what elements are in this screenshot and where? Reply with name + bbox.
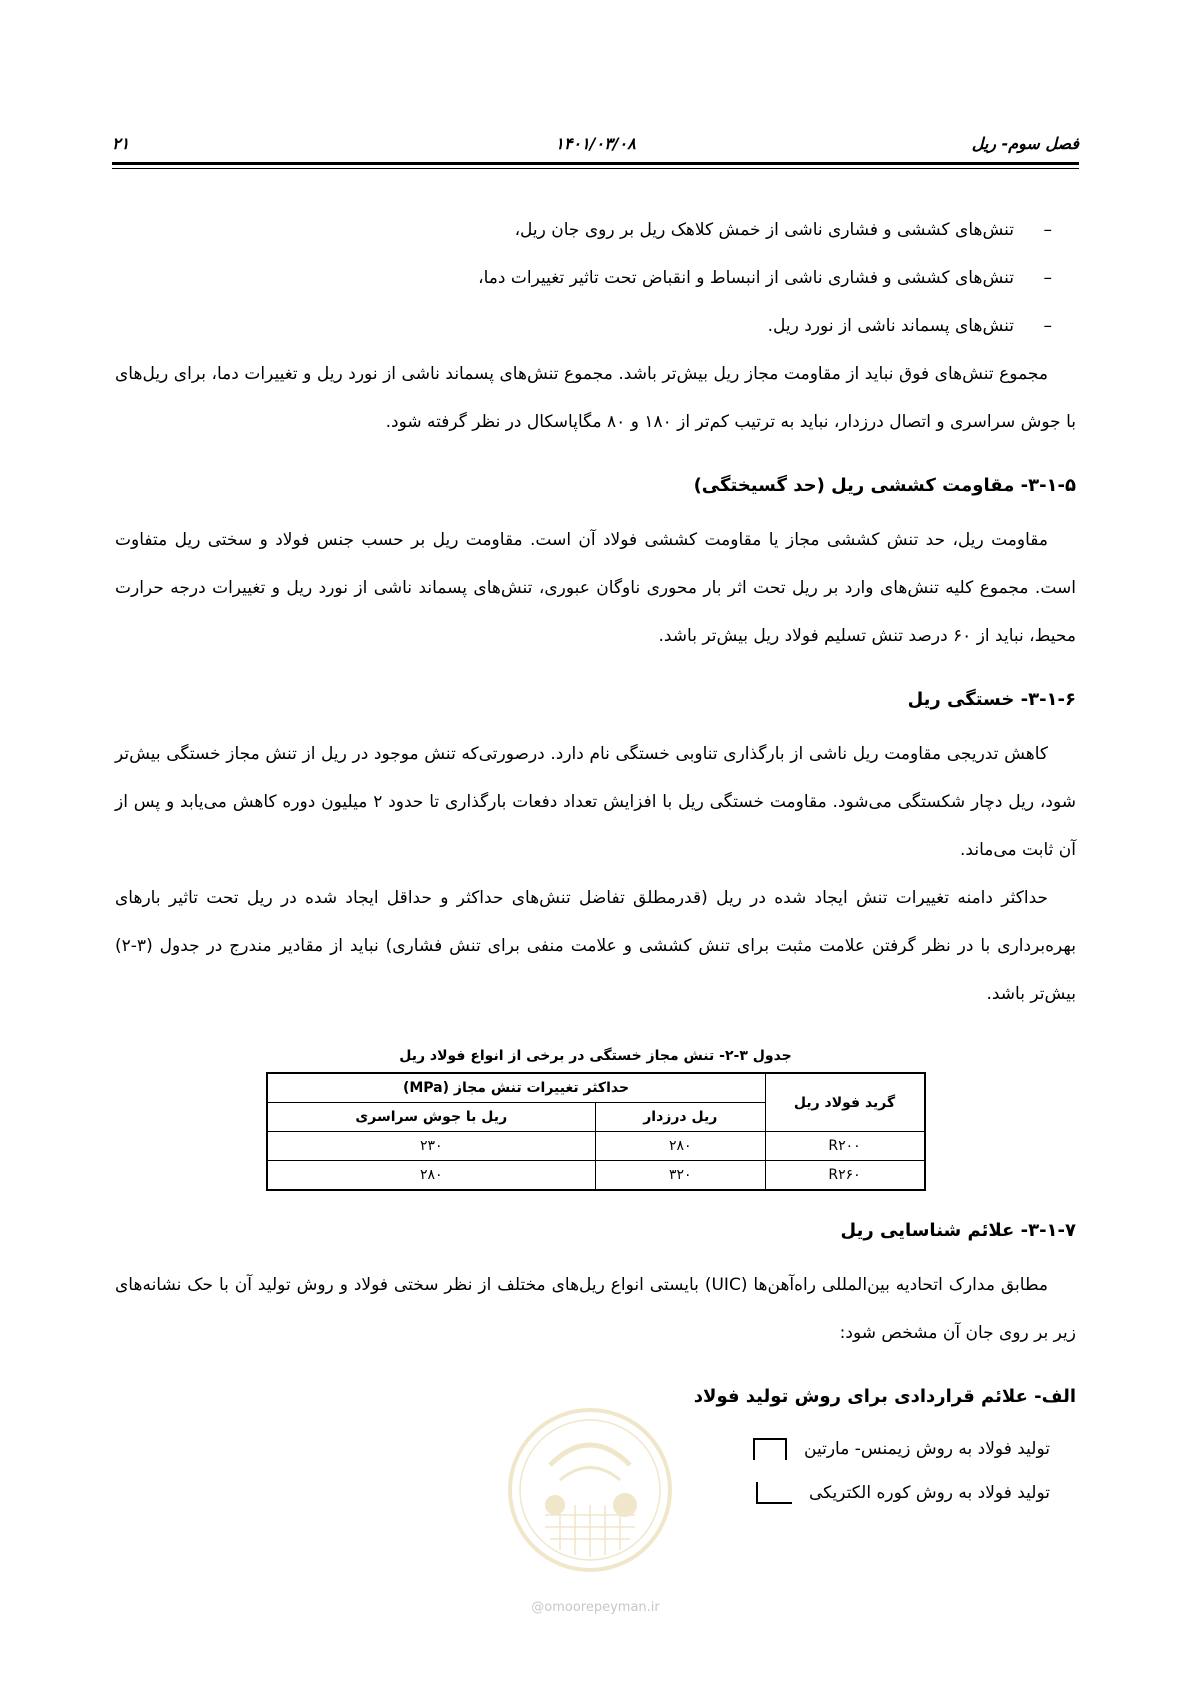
dash-marker: – [1043, 220, 1052, 240]
mark-open-bottom-icon [756, 1482, 792, 1504]
column-header: ریل درزدار [596, 1103, 765, 1132]
paragraph: مجموع تنش‌های فوق نباید از مقاومت مجاز ریل بیش‌تر باشد. مجموع تنش‌های پسماند ناشی از نورد ریل و تغییرات دما، برای ریل‌های با جوش سراسری و اتصال درزدار، نباید به ترتیب کم‌تر از ۱۸۰ و ۸۰ مگاپاسکال در نظر گرفته شود. [115, 364, 1076, 432]
header-rule-thin [112, 168, 1079, 169]
watermark-logo-icon [505, 1405, 675, 1575]
list-item: تولید فولاد به روش زیمنس- مارتین [115, 1427, 1076, 1471]
column-group-header: حداکثر تغییرات تنش مجاز (MPa) [267, 1073, 766, 1103]
table-cell: R۲۰۰ [765, 1132, 925, 1161]
column-header: ریل با جوش سراسری [267, 1103, 596, 1132]
table-cell: ۲۳۰ [267, 1132, 596, 1161]
table-row [267, 1161, 925, 1191]
section-heading: ۳-۱-۶- خستگی ریل [907, 689, 1076, 710]
table-container [115, 1046, 1076, 1191]
paragraph: مطابق مدارک اتحادیه بین‌المللی راه‌آهن‌ها (UIC) بایستی انواع ریل‌های مختلف از نظر سختی فولاد و روش تولید آن با حک نشانه‌های زیر بر روی جان آن مشخص شود: [115, 1275, 1076, 1343]
paragraph: مقاومت ریل، حد تنش کششی مجاز یا مقاومت کششی فولاد آن است. مقاومت ریل بر حسب جنس فولاد و سختی ریل متفاوت است. مجموع کلیه تنش‌های وارد بر ریل تحت اثر بار محوری ناوگان عبوری، تنش‌های پسماند ناشی از نورد ریل و تغییرات درجه حرارت محیط، نباید از ۶۰ درصد تنش تسلیم فولاد ریل بیش‌تر باشد. [115, 530, 1076, 646]
table-cell: ۲۸۰ [267, 1161, 596, 1191]
table-cell: R۲۶۰ [765, 1161, 925, 1191]
fatigue-table [266, 1072, 926, 1191]
table-row [267, 1132, 925, 1161]
paragraph: حداکثر دامنه تغییرات تنش ایجاد شده در ریل (قدرمطلق تفاضل تنش‌های حداکثر و حداقل ایجاد شده در ریل تحت تاثیر بارهای بهره‌برداری با در نظر گرفتن علامت مثبت برای تنش کششی و علامت منفی برای تنش فشاری) نباید از مقادیر مندرج در جدول (۳-۲) بیش‌تر باشد. [115, 888, 1076, 1004]
dash-marker: – [1043, 268, 1052, 288]
list-item: تولید فولاد به روش کوره الکتریکی [115, 1471, 1076, 1515]
header-date: ۱۴۰۱/۰۳/۰۸ [555, 134, 636, 153]
table-caption: جدول ۳-۲- تنش مجاز خستگی در برخی از انواع فولاد ریل [399, 1048, 792, 1064]
watermark-url: @omoorepeyman.ir [531, 1600, 660, 1615]
table-cell: ۲۸۰ [596, 1132, 765, 1161]
list-item: –تنش‌های کششی و فشاری ناشی از انبساط و انقباض تحت تاثیر تغییرات دما، [115, 254, 1052, 302]
section-heading: ۳-۱-۵- مقاومت کششی ریل (حد گسیختگی) [693, 475, 1076, 496]
page-header [112, 128, 1079, 162]
column-header: گرید فولاد ریل [765, 1073, 925, 1132]
dash-marker: – [1043, 316, 1052, 336]
section-heading: ۳-۱-۷- علائم شناسایی ریل [840, 1220, 1076, 1241]
mark-open-top-icon [753, 1438, 787, 1460]
stress-list [115, 206, 1052, 350]
list-item: –تنش‌های پسماند ناشی از نورد ریل. [115, 302, 1052, 350]
table-cell: ۳۲۰ [596, 1161, 765, 1191]
page-number: ۲۱ [112, 134, 130, 153]
page-body [115, 206, 1076, 1515]
paragraph: کاهش تدریجی مقاومت ریل ناشی از بارگذاری تناوبی خستگی نام دارد. درصورتی‌که تنش موجود در ریل از تنش مجاز خستگی بیش‌تر شود، ریل دچار شکستگی می‌شود. مقاومت خستگی ریل با افزایش تعداد دفعات بارگذاری تا حدود ۲ میلیون دوره کاهش می‌یابد و پس از آن ثابت می‌ماند. [115, 744, 1076, 860]
header-rule-thick [112, 162, 1079, 165]
chapter-title: فصل سوم- ریل [971, 134, 1079, 153]
list-item: –تنش‌های کششی و فشاری ناشی از خمش کلاهک ریل بر روی جان ریل، [115, 206, 1052, 254]
subsection-heading: الف- علائم قراردادی برای روش تولید فولاد [693, 1386, 1076, 1407]
